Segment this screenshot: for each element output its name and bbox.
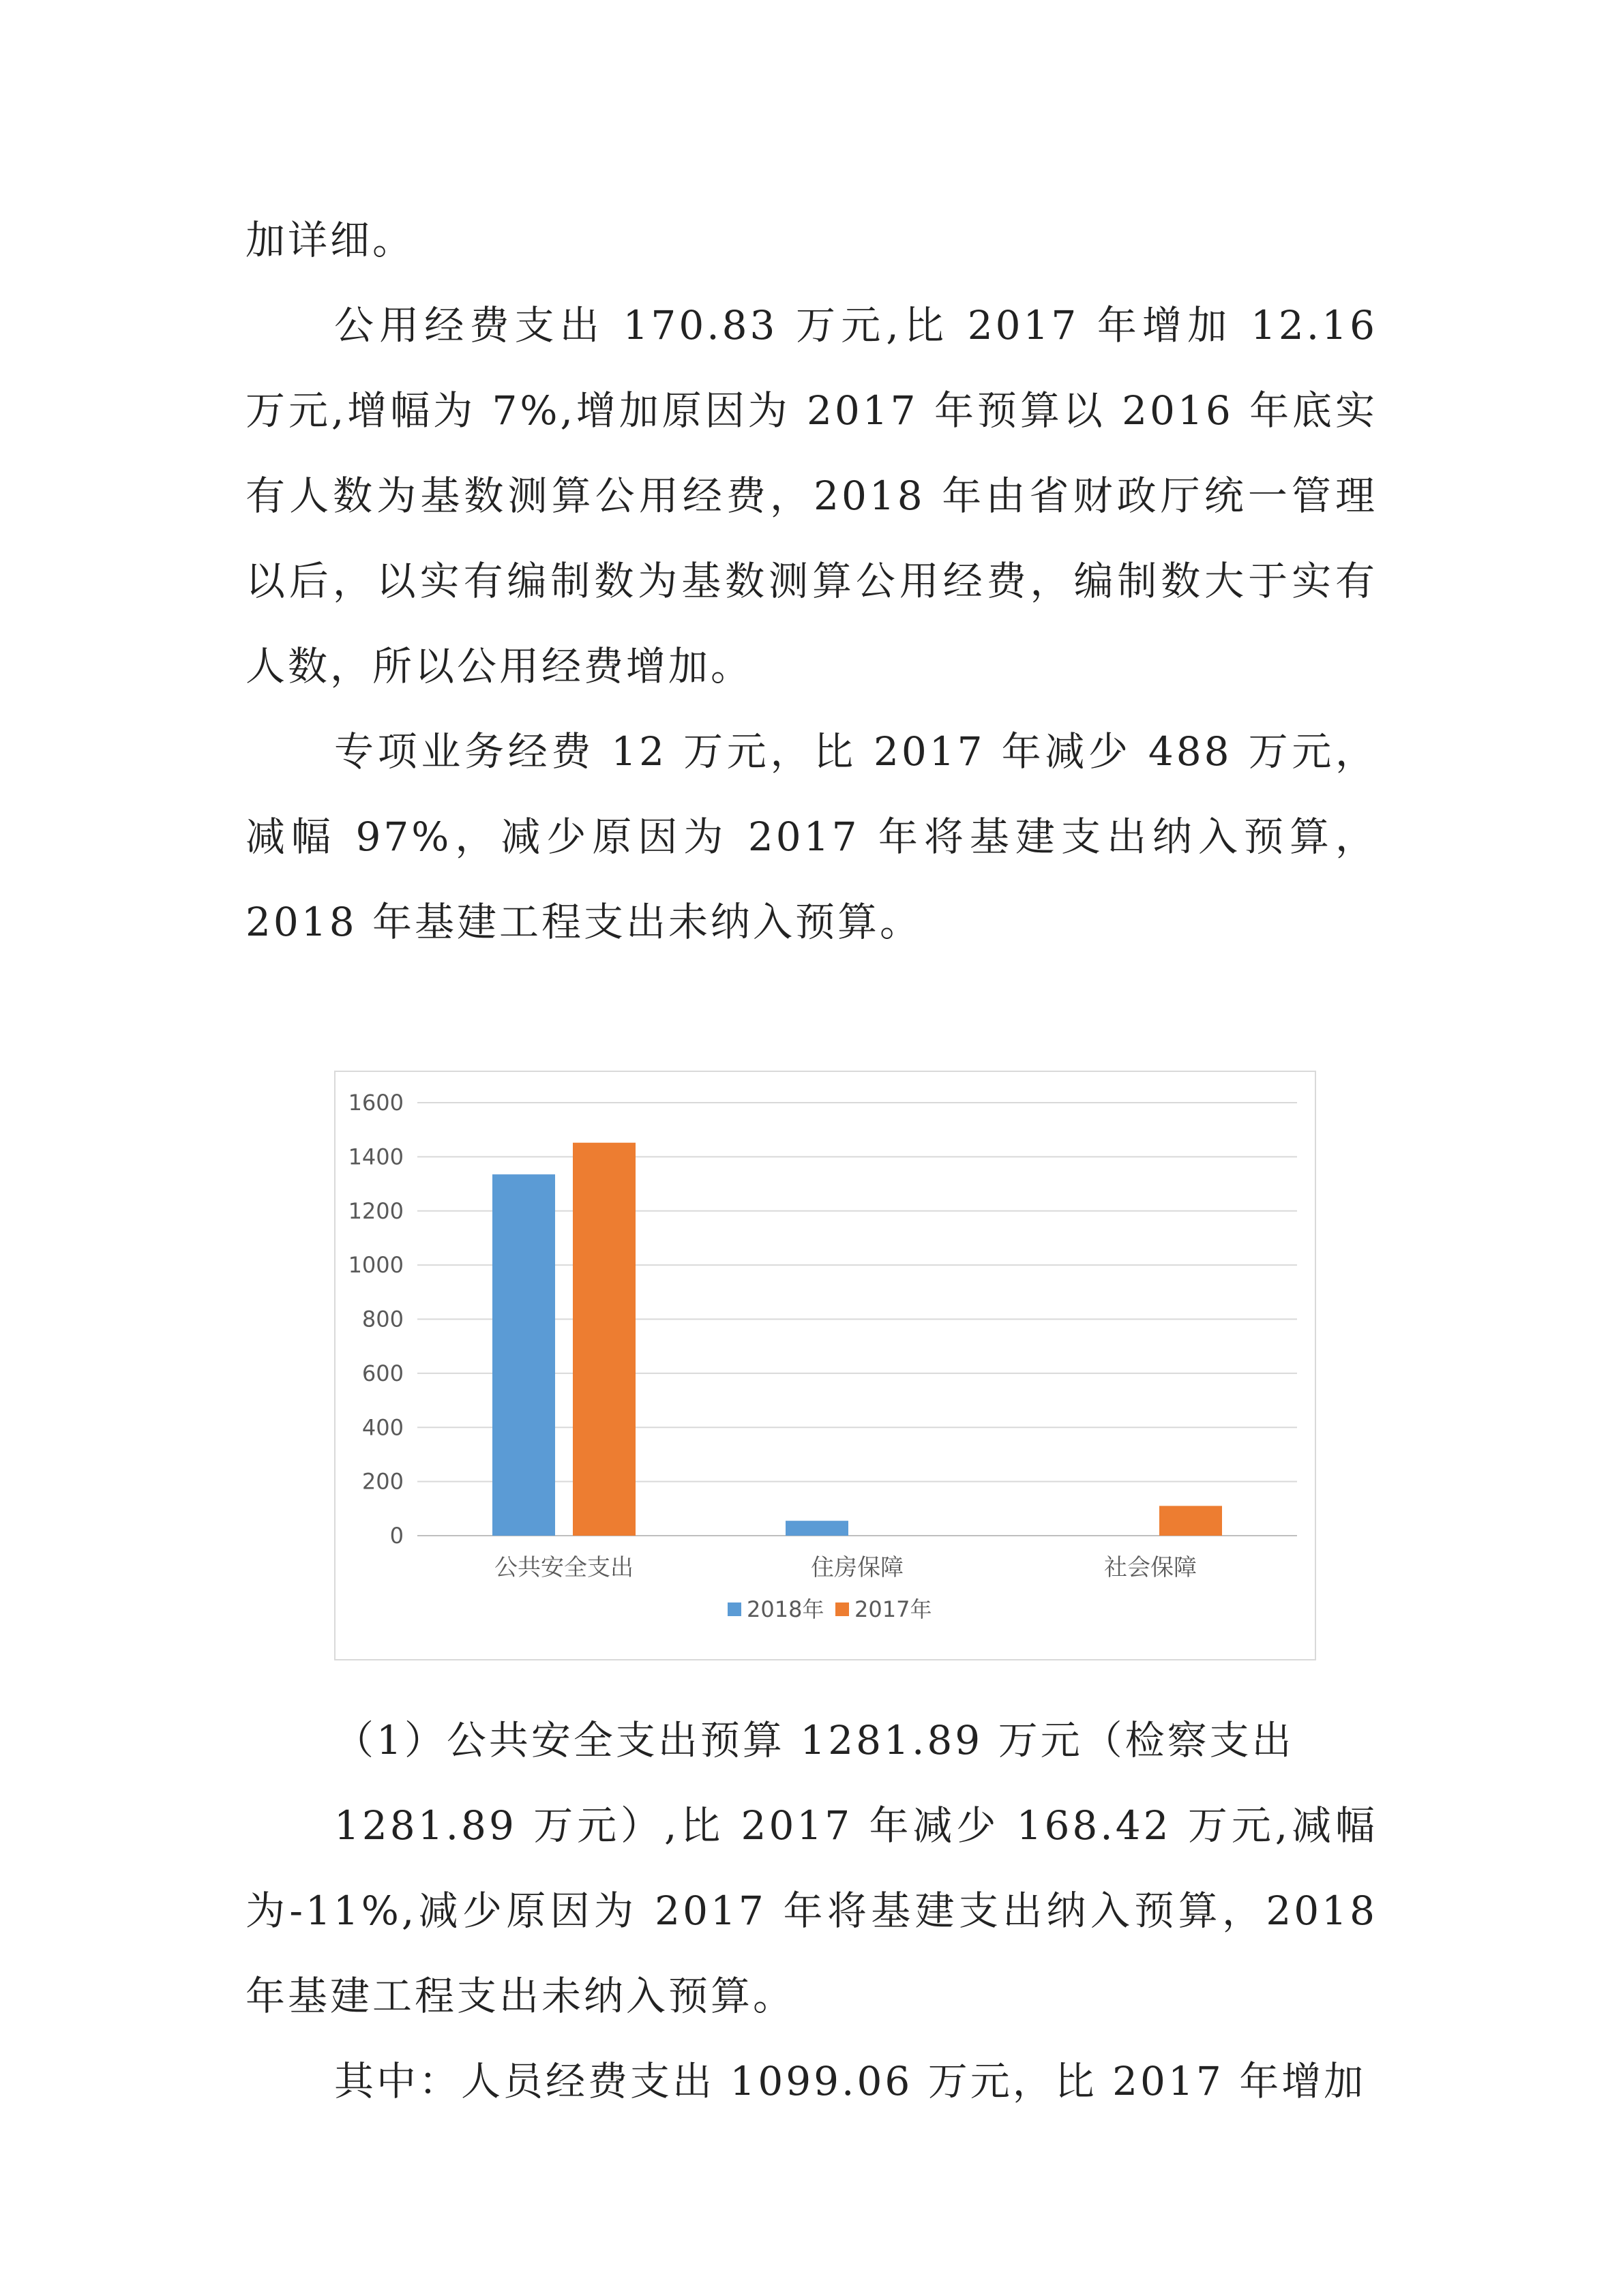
paragraph-continuation: 加详细。 [245,217,415,263]
bar [786,1521,848,1536]
paragraph-public-safety-detail: 1281.89 万元）,比 2017 年减少 168.42 万元,减幅为-11%,减少原因为 2017 年将基建支出纳入预算，2018 年基建工程支出未纳入预算。 [245,1802,1378,2019]
bar-chart-svg [336,1072,1317,1662]
legend-swatch [835,1602,849,1616]
y-tick-label: 0 [389,1523,404,1549]
paragraph-special-funds: 专项业务经费 12 万元，比 2017 年减少 488 万元，减幅 97%，减少原因为 2017 年将基建支出纳入预算，2018 年基建工程支出未纳入预算。 [245,728,1378,945]
paragraph-public-funds: 公用经费支出 170.83 万元,比 2017 年增加 12.16 万元,增幅为 7%,增加原因为 2017 年预算以 2016 年底实有人数为基数测算公用经费，2018 年由省财政厅统一管理以后，以实有编制数为基数测算公用经费，编制数大于实有人数，所以公用经费增加。 [245,302,1378,689]
y-tick-label: 200 [361,1468,404,1495]
legend-swatch [728,1602,741,1616]
legend-label: 2018年 [747,1596,824,1622]
paragraph-personnel: 其中：人员经费支出 1099.06 万元，比 2017 年增加 [334,2058,1367,2104]
bar [1159,1506,1222,1536]
x-category-label: 住房保障 [811,1554,904,1581]
x-category-label: 社会保障 [1104,1554,1197,1581]
bar-chart [334,1071,1316,1660]
bar [492,1174,555,1536]
y-tick-label: 600 [361,1360,404,1386]
paragraph-public-safety-heading: （1）公共安全支出预算 1281.89 万元（检察支出 [334,1717,1294,1763]
legend-label: 2017年 [854,1596,932,1622]
y-tick-label: 1000 [348,1252,404,1279]
bar [573,1143,636,1536]
x-category-label: 公共安全支出 [494,1554,634,1581]
y-tick-label: 1600 [348,1090,404,1116]
y-tick-label: 800 [361,1306,404,1332]
y-tick-label: 1200 [348,1197,404,1224]
y-tick-label: 400 [361,1414,404,1441]
y-tick-label: 1400 [348,1144,404,1170]
